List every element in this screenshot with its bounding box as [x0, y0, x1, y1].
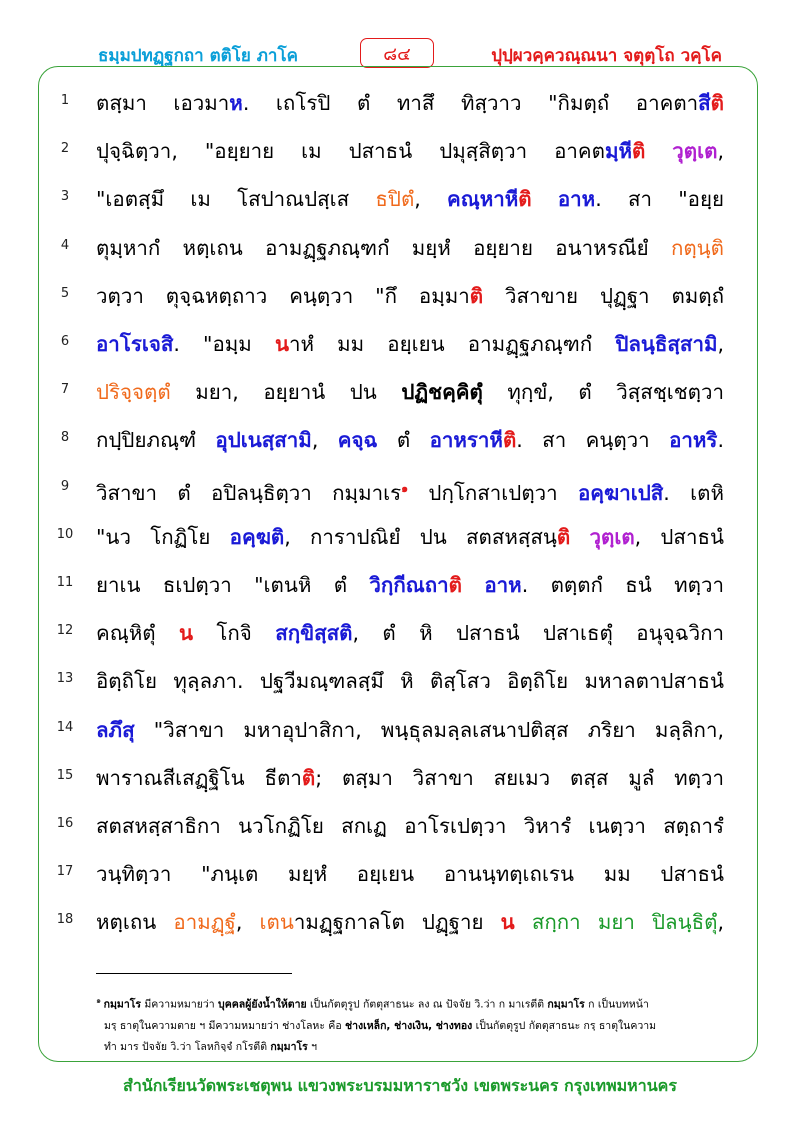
text-segment: วิสาขาย ปุฏฺฐา ตมตฺถํ	[483, 283, 724, 308]
line-number: 8	[60, 430, 70, 446]
text-segment: สกฺกา	[531, 910, 581, 935]
text-segment: ติ	[518, 187, 532, 212]
text-segment: คจฺฉ	[337, 428, 378, 453]
text-segment: , ตํ หิ ปสาธนํ ปสาเธตุํ อนุจฺฉวิกา	[352, 621, 724, 646]
text-line	[0, 566, 800, 606]
line-text	[96, 375, 724, 409]
line-text	[96, 86, 724, 120]
line-number: 13	[56, 671, 74, 687]
text-line	[0, 180, 800, 220]
text-segment	[462, 573, 484, 597]
text-segment: ติ	[502, 428, 517, 453]
line-number: 7	[60, 382, 70, 398]
text-line	[0, 229, 800, 269]
text-segment: วนฺทิตฺวา "ภนฺเต มยฺหํ อยฺเยน อานนฺทตฺเถเรน มม ปสาธนํ	[96, 862, 724, 887]
line-text	[96, 857, 724, 891]
text-segment: ,	[717, 332, 724, 356]
text-segment: มยา, อยฺยานํ ปน	[170, 380, 402, 405]
text-segment: มยา ปิลนฺธิตุํ	[597, 910, 718, 935]
text-segment: สตสหสฺสาธิกา นวโกฏิโย สกเฏ อาโรเปตฺวา วิหารํ เนตฺวา สตฺถารํ	[96, 814, 724, 838]
footnote-segment: ฯ	[307, 1040, 318, 1053]
text-segment: . เถโรปิ ตํ ทาสึ ทิสฺวาว "กิมตฺถํ อาคตา	[242, 91, 699, 115]
text-segment: อาหริ	[669, 428, 718, 453]
text-segment	[515, 910, 532, 934]
footnote-segment: กมฺมาโร	[547, 998, 585, 1011]
text-segment: น	[178, 621, 193, 646]
line-number: 18	[56, 912, 74, 928]
text-segment: ยาเน ธเปตฺวา "เตนหิ ตํ	[96, 573, 370, 597]
text-segment: ปุจฺฉิตฺวา, "อยฺยาย เม ปสาธนํ ปมุสฺสิตฺวา อาคต	[96, 139, 605, 164]
text-segment: . เตหิ	[663, 480, 724, 505]
header-book-title: ธมฺมปทฏฺฐกถา ตติโย ภาโค	[98, 46, 298, 66]
text-segment: ,	[717, 139, 724, 164]
text-segment: . "อมฺม	[173, 332, 275, 356]
text-segment: ปกฺโกสาเปตฺวา	[408, 480, 578, 505]
text-line	[0, 662, 800, 702]
footnote-line	[96, 990, 726, 1016]
line-number: 3	[60, 189, 70, 205]
line-text	[96, 472, 724, 510]
footnote	[96, 990, 726, 1058]
text-segment: โกจิ	[192, 621, 276, 646]
text-segment: . ตตฺตกํ ธนํ ทตฺวา	[521, 573, 724, 597]
text-segment: าหํ มม อยฺเยน อามฏฺฐภณฺฑกํ	[288, 332, 616, 356]
text-segment: . สา "อยฺย	[595, 187, 724, 212]
line-number: 16	[56, 816, 74, 831]
text-segment: ปฏิชคฺคิตุํ	[401, 380, 483, 405]
header-chapter-title: ปุปฺผวคฺควณฺณนา จตุตฺโถ วคฺโค	[491, 46, 722, 66]
line-text	[96, 231, 724, 265]
text-line	[0, 614, 800, 654]
text-line	[0, 421, 800, 461]
line-text	[96, 713, 724, 747]
text-segment: .	[717, 428, 724, 453]
text-line	[0, 903, 800, 943]
line-text	[96, 616, 724, 650]
text-line	[0, 855, 800, 895]
line-number: 12	[56, 623, 74, 639]
line-number: 6	[60, 334, 70, 349]
footnote-segment: ๑	[96, 996, 104, 1005]
text-segment	[570, 525, 589, 549]
line-text	[96, 182, 724, 216]
text-segment: อามฏฺฐํ	[173, 910, 236, 935]
text-segment: "นว โกฏิโย	[96, 524, 230, 549]
line-text	[96, 327, 724, 361]
text-segment: ห	[229, 91, 243, 115]
text-line	[0, 373, 800, 413]
line-text	[96, 423, 724, 457]
text-segment: เตน	[259, 910, 294, 935]
text-line	[0, 759, 800, 799]
text-segment: ตํ	[377, 428, 430, 453]
text-segment: วิสาขา ตํ อปิลนฺธิตฺวา กมฺมาเร	[96, 480, 402, 505]
text-line	[0, 711, 800, 751]
text-segment	[645, 139, 672, 163]
text-segment: ; ตสฺมา วิสาขา สยเมว ตสฺส มูลํ ทตฺวา	[315, 765, 724, 790]
line-number: 15	[56, 767, 74, 783]
line-number: 9	[60, 478, 70, 494]
text-segment: อาห	[557, 187, 596, 212]
text-segment: กตฺนฺติ	[670, 235, 724, 260]
text-segment: "เอตสฺมึ เม โสปาณปสฺเส	[96, 187, 376, 212]
text-segment: ติ	[631, 139, 646, 164]
line-number: 5	[60, 285, 70, 301]
text-segment: , ปสาธนํ	[634, 524, 724, 549]
text-segment: ติ	[710, 91, 724, 115]
footnote-segment: มรฺ ธาตุในความตาย ฯ มีความหมายว่า ช่างโลหะ คือ	[104, 1019, 345, 1032]
text-line	[0, 518, 800, 558]
text-segment: ติ	[301, 765, 316, 790]
text-segment: ติ	[448, 573, 462, 597]
text-segment: หตฺเถน	[96, 910, 174, 935]
text-segment: สี	[698, 91, 711, 115]
text-line	[0, 277, 800, 317]
text-segment: อาห	[484, 573, 522, 597]
text-line	[0, 807, 800, 847]
text-segment: ปิลนฺธิสฺสามิ	[615, 332, 718, 356]
text-segment: อาหราหี	[429, 428, 503, 453]
footnote-segment: เป็นกัตตุรูป กัตตุสาธนะ กรฺ ธาตุในความ	[472, 1019, 657, 1032]
line-text	[96, 568, 724, 602]
line-number: 14	[56, 719, 74, 735]
text-segment: ,	[414, 187, 448, 212]
text-line	[0, 470, 800, 510]
line-number: 17	[56, 864, 74, 880]
text-segment: ปริจฺจตฺตํ	[96, 380, 171, 405]
footnote-line	[96, 1016, 726, 1037]
text-line	[0, 84, 800, 124]
footnote-segment: เป็นกัตตุรูป กัตตุสาธนะ ลง ณ ปัจจัย วิ.ว่า ก มาเรตีติ	[306, 998, 548, 1011]
text-segment: วิกฺกีณถา	[369, 573, 449, 597]
footnote-segment: กมฺมาโร	[270, 1040, 308, 1053]
text-segment: วุตฺเต	[672, 139, 718, 164]
line-number: 4	[60, 237, 70, 253]
text-segment	[581, 910, 598, 934]
text-segment: ,	[235, 910, 260, 935]
line-text	[96, 761, 724, 795]
text-line	[0, 325, 800, 365]
text-segment: พาราณสีเสฏฺฐิโน ธีตา	[96, 765, 302, 790]
text-segment: อิตฺถิโย ทุลฺลภา. ปฐวีมณฺฑลสฺมึ หิ ติสฺโสว อิตฺถิโย มหาลตาปสาธนํ	[96, 669, 724, 694]
text-segment: วตฺวา ตุจฺฉหตฺถาว คนฺตฺวา "กึ อมฺมา	[96, 283, 470, 308]
line-number: 2	[60, 141, 70, 157]
text-segment: , การาปณิยํ ปน สตสหสฺสนฺ	[284, 524, 557, 549]
text-segment: ลภึสุ	[96, 717, 135, 742]
line-text	[96, 520, 724, 554]
page-number-badge: ๘๔	[360, 38, 434, 68]
text-segment: ามฏฺฐกาลโต ปฏฺฐาย	[293, 910, 501, 935]
line-text	[96, 279, 724, 313]
line-text	[96, 134, 724, 168]
text-segment: ,	[717, 910, 724, 935]
footnote-line	[96, 1037, 726, 1058]
line-text	[96, 905, 724, 939]
text-segment: อคฺฆติ	[229, 524, 285, 549]
text-segment: คณฺหิตุํ	[96, 621, 179, 646]
text-segment: อาโรเจสิ	[96, 332, 174, 356]
footnote-segment: ก เป็นบทหน้า	[584, 998, 649, 1011]
text-segment	[532, 187, 558, 211]
footnote-segment: กมฺมาโร	[103, 998, 142, 1011]
text-segment: "วิสาขา มหาอุปาสิกา, พนฺธุลมลฺลเสนาปติสฺส ภริยา มลฺลิกา,	[134, 717, 724, 742]
page-footer: สำนักเรียนวัดพระเชตุพน แขวงพระบรมมหาราชวัง เขตพระนคร กรุงเทพมหานคร	[123, 1076, 677, 1095]
text-segment: ๑	[401, 481, 409, 495]
line-text	[96, 809, 724, 843]
text-segment: ตสฺมา เอวมา	[96, 91, 230, 115]
footnote-segment: มีความหมายว่า	[141, 998, 219, 1011]
text-segment: ,	[311, 428, 338, 453]
text-segment: ธปิตํ	[375, 187, 415, 212]
footnote-segment: ทำ มาร ปัจจัย วิ.ว่า โลหกิจฺจํ กโรตีติ	[104, 1040, 271, 1053]
line-text	[96, 664, 724, 698]
text-segment: . สา คนฺตฺวา	[516, 428, 670, 453]
text-segment: ทุกฺขํ, ตํ วิสฺสชฺเชตฺวา	[482, 380, 724, 405]
text-segment: ตุมฺหากํ หตฺเถน อามฏฺฐภณฺฑกํ มยฺหํ อยฺยาย อนาหรณียํ	[96, 235, 671, 260]
text-segment: กปฺปิยภณฺฑํ	[96, 428, 216, 453]
text-segment: ติ	[556, 524, 571, 549]
line-number: 11	[56, 575, 74, 590]
text-segment: อคฺฆาเปสิ	[578, 480, 664, 505]
text-segment: วุตฺเต	[589, 524, 635, 549]
text-segment: มฺหี	[604, 139, 632, 164]
line-number: 10	[56, 526, 74, 542]
text-segment: อุปเนสฺสามิ	[215, 428, 312, 453]
text-segment: สกฺขิสฺสติ	[275, 621, 353, 646]
line-number: 1	[60, 93, 70, 108]
footnote-segment: ช่างเหล็ก, ช่างเงิน, ช่างทอง	[344, 1019, 473, 1032]
text-segment: น	[500, 910, 515, 935]
text-segment: น	[274, 332, 289, 356]
footnote-segment: บุคคลผู้ยังน้ำให้ตาย	[218, 998, 307, 1011]
footnote-divider	[96, 973, 292, 974]
text-segment: ติ	[469, 283, 484, 308]
text-segment: คณฺหาหี	[447, 187, 519, 212]
text-line	[0, 132, 800, 172]
